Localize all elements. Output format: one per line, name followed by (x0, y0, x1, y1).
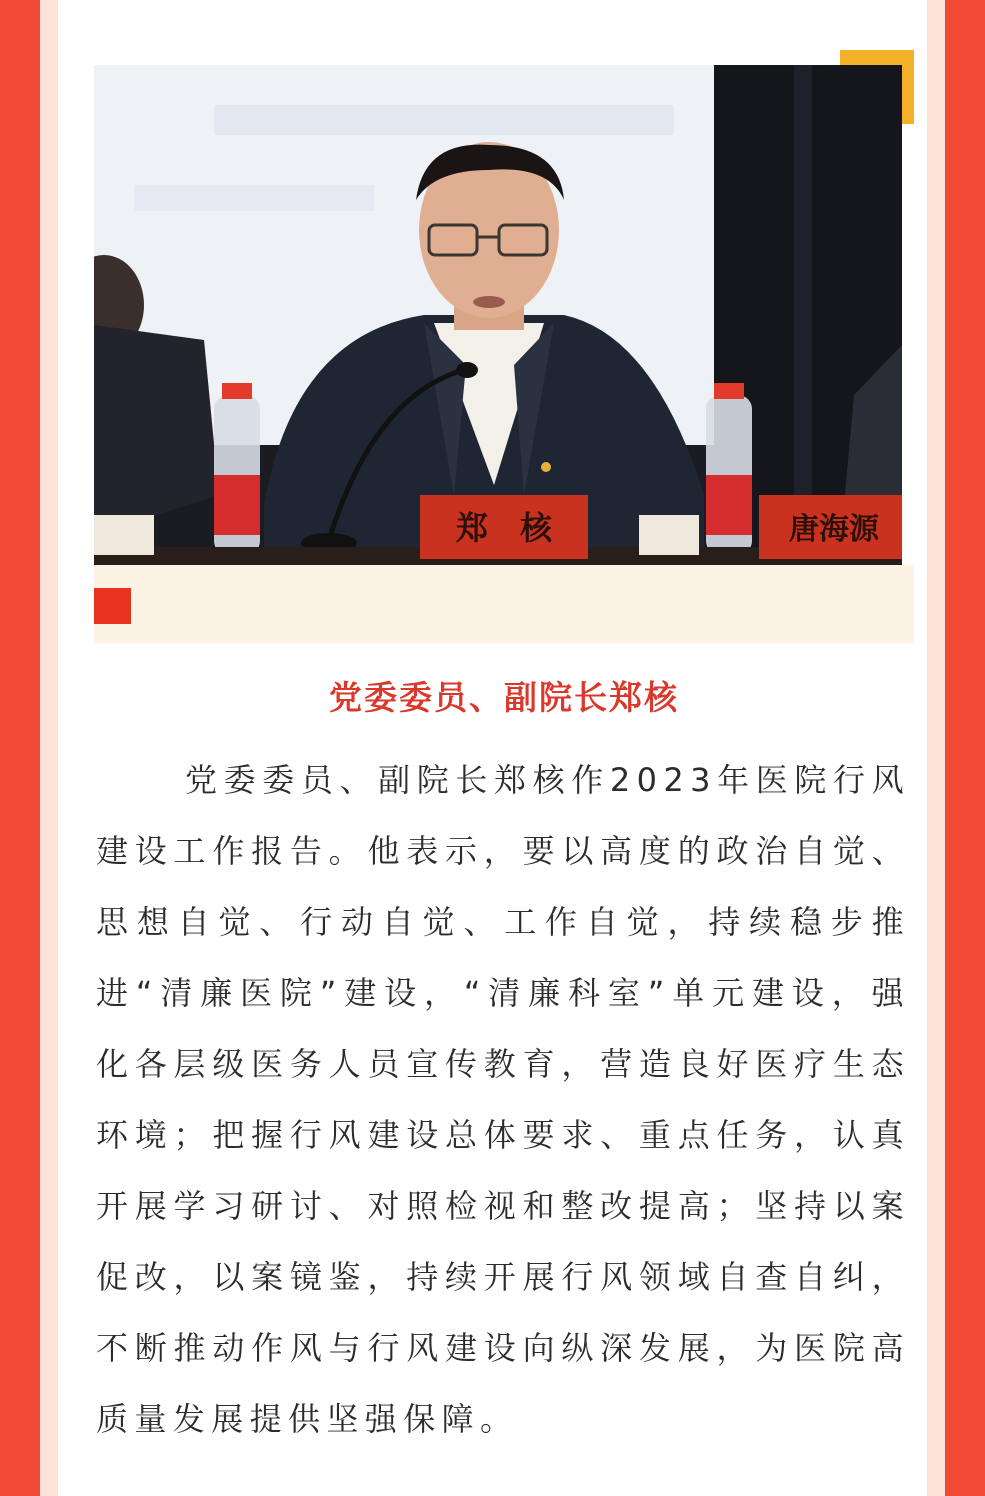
speaker-photo (94, 65, 902, 565)
nameplate-center: 郑 核 (455, 509, 553, 547)
right-inner-stripe (927, 0, 945, 1496)
body-paragraph: 党委委员、副院长郑核作2023年医院行风建设工作报告。他表示，要以高度的政治自觉、思想自觉、行动自觉、工作自觉，持续稳步推进“清廉医院”建设，“清廉科室”单元建设，强化各层级医务人员宣传教育，营造良好医疗生态环境；把握行风建设总体要求、重点任务，认真开展学习研讨、对照检视和整改提高；坚持以案促改，以案镜鉴，持续开展行风领域自查自纠，不断推动作风与行风建设向纵深发展，为医院高质量发展提供坚强保障。 (96, 761, 910, 1438)
red-square-marker (94, 588, 131, 624)
caption-band (94, 565, 914, 643)
left-border (0, 0, 40, 1496)
speaker-photo-illustration (94, 65, 902, 565)
nameplate-right: 唐海源 (789, 512, 879, 547)
photo-caption: 党委委员、副院长郑核 (329, 678, 679, 717)
right-border (945, 0, 985, 1496)
left-inner-stripe (40, 0, 58, 1496)
